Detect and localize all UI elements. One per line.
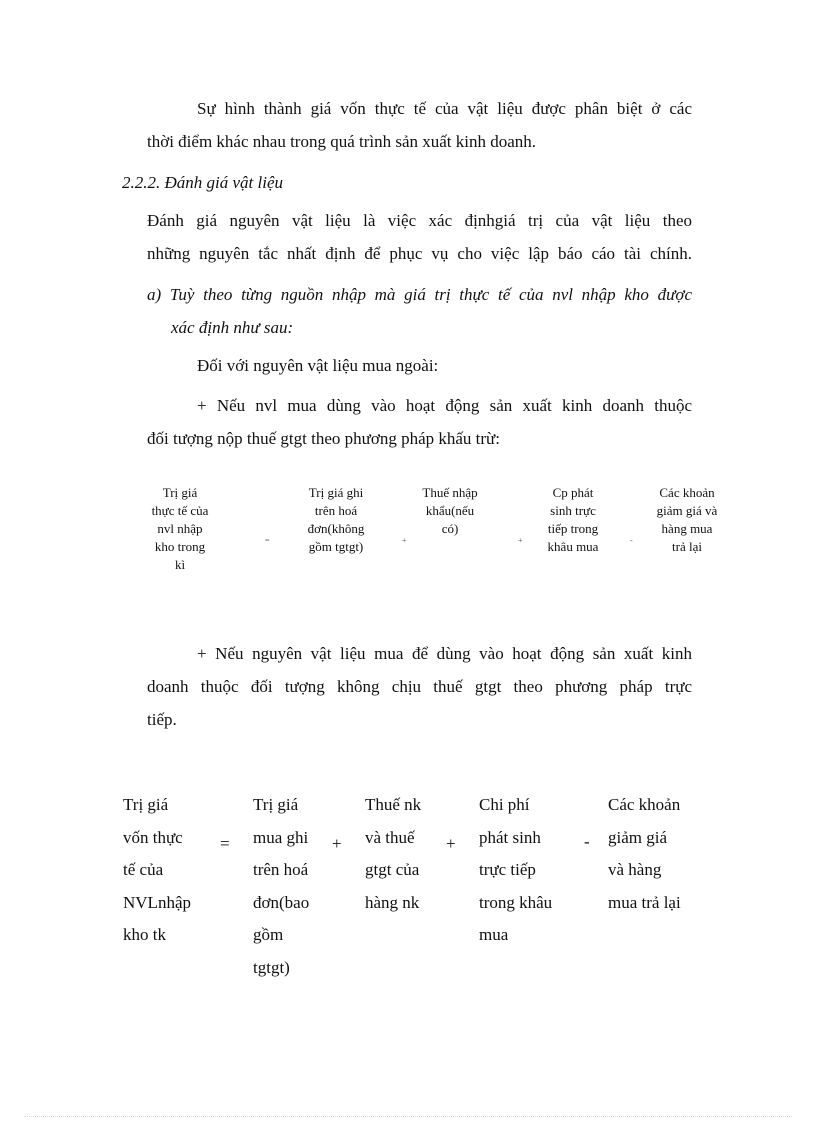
intro-line-2: thời điểm khác nhau trong quá trình sản xuất kinh doanh. [147, 132, 537, 151]
case1-line-1: + Nếu nvl mua dùng vào hoạt động sản xuất kinh doanh thuộc [197, 396, 692, 415]
page-bottom-divider [24, 1116, 792, 1117]
formula2-term-2: Trị giá mua ghi trên hoá đơn(bao gồm tgtgt) [253, 795, 310, 977]
item-a-line-1: a) Tuỳ theo từng nguồn nhập mà giá trị thực tế của nvl nhập kho được [147, 285, 692, 304]
formula2-operator-2: + [332, 834, 342, 853]
formula2-operator-1: = [220, 834, 230, 853]
formula1-term-2: Trị giá ghi trên hoá đơn(không gồm tgtgt) [307, 485, 365, 554]
formula2-operator-3: + [446, 834, 456, 853]
item-a-line-2: xác định như sau: [171, 318, 294, 337]
formula1-operator-4: - [630, 536, 633, 545]
formula1-term-4: Cp phát sinh trực tiếp trong khâu mua [547, 485, 599, 554]
formula1-operator-2: + [402, 536, 407, 545]
definition-line-1: Đánh giá nguyên vật liệu là việc xác địnhgiá trị của vật liệu theo [147, 211, 692, 230]
formula2-term-1: Trị giá vốn thực tế của NVLnhập kho tk [123, 795, 191, 944]
formula2-term-3: Thuế nk và thuế gtgt của hàng nk [365, 795, 422, 912]
formula2-operator-4: - [584, 832, 590, 851]
case1-line-2: đối tượng nộp thuế gtgt theo phương pháp khấu trừ: [147, 429, 500, 448]
section-heading: 2.2.2. Đánh giá vật liệu [122, 173, 284, 192]
case2-line-2: doanh thuộc đối tượng không chịu thuế gtgt theo phương pháp trực [147, 677, 692, 696]
formula1-operator-1: = [265, 536, 270, 545]
purchased-heading: Đối với nguyên vật liệu mua ngoài: [197, 356, 439, 375]
formula1-term-1: Trị giá thực tế của nvl nhập kho trong kì [151, 485, 209, 572]
definition-line-2: những nguyên tắc nhất định để phục vụ cho việc lập báo cáo tài chính. [147, 244, 692, 263]
intro-line-1: Sự hình thành giá vốn thực tế của vật liệu được phân biệt ở các [197, 99, 692, 118]
case2-line-3: tiếp. [147, 710, 177, 729]
formula2-term-5: Các khoản giảm giá và hàng mua trả lại [608, 795, 681, 912]
formula1-operator-3: + [518, 536, 523, 545]
case2-line-1: + Nếu nguyên vật liệu mua để dùng vào hoạt động sản xuất kinh [197, 644, 692, 663]
formula1-term-3: Thuế nhập khẩu(nếu có) [422, 485, 478, 536]
formula2-term-4: Chi phí phát sinh trực tiếp trong khâu mua [479, 795, 553, 944]
formula1-term-5: Các khoản giảm giá và hàng mua trả lại [656, 485, 718, 554]
